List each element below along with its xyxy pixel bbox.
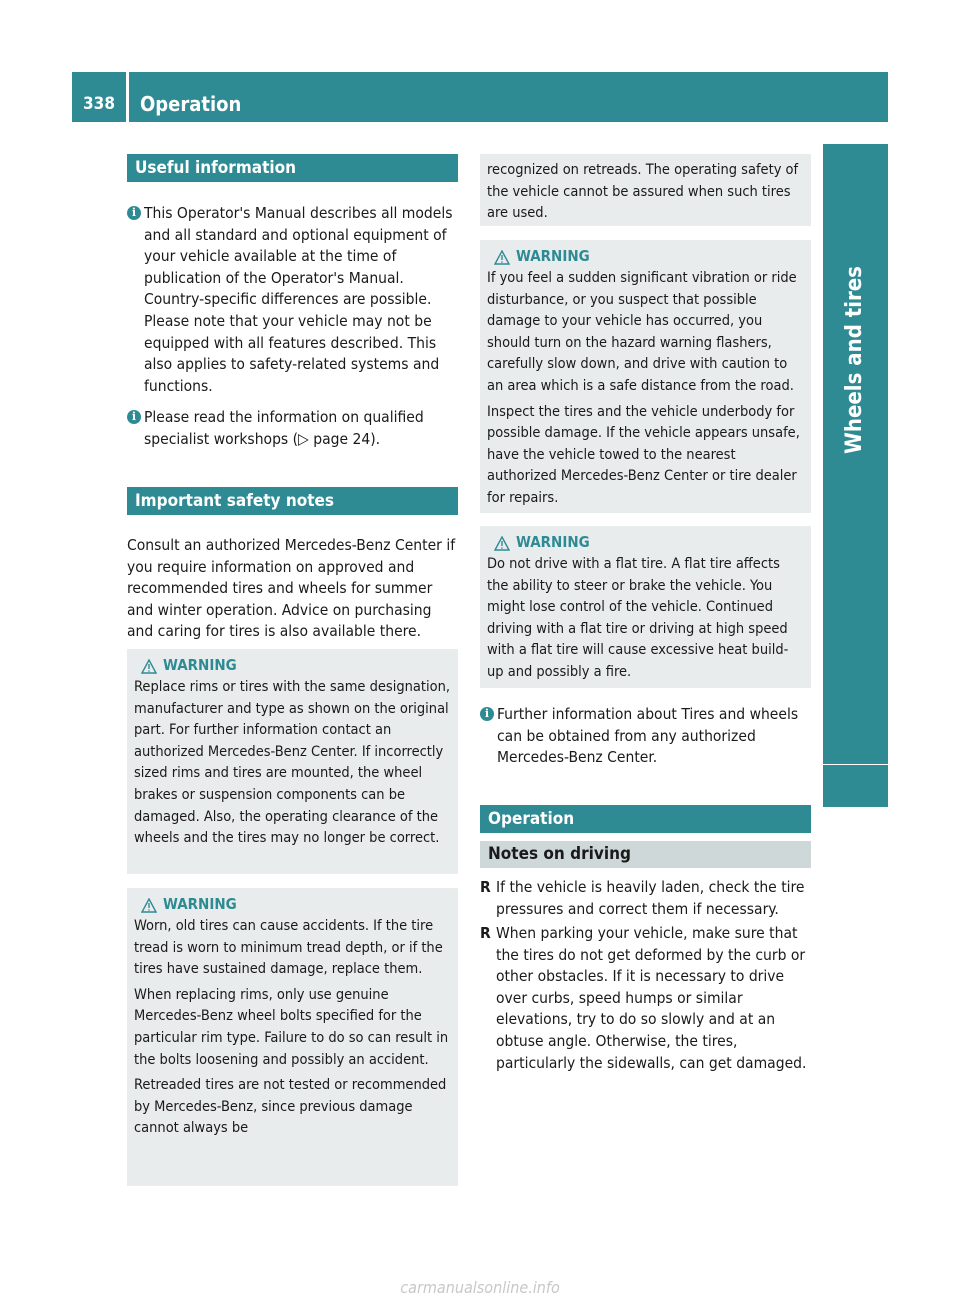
header-divider (126, 72, 129, 122)
subsection-notes-on-driving: Notes on driving (480, 841, 811, 868)
list-item-text: If the vehicle is heavily laden, check the tire pressures and correct them if necessary. (496, 878, 805, 918)
warning-triangle-icon (141, 898, 157, 913)
warning-text: Replace rims or tires with the same designation, manufacturer and type as shown on the original part. For further information contact an authorized Mercedes-Benz Center. If incorrectly sized rims and tires are mounted, the wheel brakes or suspension components can be damaged. Also, the operating clearance of the wheels and the tires may no longer be correct. (134, 679, 450, 847)
info-note-text[interactable]: Please read the information on qualified specialist workshops (▷ page 24). (144, 408, 424, 448)
warning-label: WARNING (163, 895, 237, 914)
list-item-text: When parking your vehicle, make sure that the tires do not get deformed by the curb or other obstacles. If it is necessary to drive over curbs, speed humps or similar elevations, try to do so slowly and at an obtuse angle. Otherwise, the tires, particularly the sidewalls, can get damaged. (496, 924, 807, 1072)
info-icon: i (480, 707, 494, 721)
warning-text: Inspect the tires and the vehicle underbody for possible damage. If the vehicle appears unsafe, have the vehicle towed to the nearest authorized Mercedes-Benz Center or tire dealer for repairs. (487, 403, 800, 506)
warning-text: Do not drive with a flat tire. A flat tire affects the ability to steer or brake the vehicle. You might lose control of the vehicle. Continued driving with a flat tire or driving at high speed with a flat tire will cause excessive heat build-up and possibly a fire. (487, 556, 789, 680)
info-note (127, 203, 461, 397)
info-note (480, 704, 812, 769)
footer-watermark: carmanualsonline.info (400, 1278, 560, 1297)
warning-header (487, 532, 804, 554)
warning-box (480, 526, 811, 688)
warning-text: recognized on retreads. The operating safety of the vehicle cannot be assured when such tires are used. (487, 162, 799, 222)
warning-label: WARNING (163, 656, 237, 675)
list-item (480, 923, 813, 1074)
section-important-safety-notes: Important safety notes (127, 487, 458, 515)
section-operation: Operation (480, 805, 811, 833)
warning-text: Retreaded tires are not tested or recommended by Mercedes-Benz, since previous damage cannot always be (134, 1077, 447, 1137)
warning-box-continued (480, 154, 811, 226)
warning-text: When replacing rims, only use genuine Mercedes-Benz wheel bolts specified for the particular rim type. Failure to do so can result in the bolts loosening and possibly an accident. (134, 986, 449, 1068)
warning-box (480, 240, 811, 513)
warning-header (487, 246, 804, 268)
page-title: Operation (140, 92, 242, 116)
warning-box (127, 888, 458, 1186)
warning-text: Worn, old tires can cause accidents. If the tire tread is worn to minimum tread depth, or if the tires have sustained damage, replace them. (134, 918, 443, 978)
info-icon: i (127, 410, 141, 424)
info-icon: i (127, 206, 141, 220)
warning-text: If you feel a sudden significant vibration or ride disturbance, or you suspect that possible damage to your vehicle has occurred, you should turn on the hazard warning flashers, carefully slow down, and drive with caution to an area which is a safe distance from the road. (487, 270, 797, 394)
warning-header (134, 894, 451, 916)
warning-label: WARNING (516, 247, 590, 266)
info-note-text: Further information about Tires and wheels can be obtained from any authorized Mercedes-Benz Center. (497, 705, 799, 767)
page-number: 338 (83, 94, 115, 114)
chapter-tab-marker (823, 765, 888, 807)
bullet-icon: R (480, 924, 491, 942)
warning-header (134, 655, 451, 677)
warning-triangle-icon (494, 536, 510, 551)
info-note (127, 407, 461, 450)
warning-triangle-icon (494, 250, 510, 265)
section-useful-information: Useful information (127, 154, 458, 182)
warning-label: WARNING (516, 533, 590, 552)
info-note-text: This Operator's Manual describes all models and all standard and optional equipment of your vehicle available at the time of publication of the Operator's Manual. Country-specific differences are possible. Please note that your vehicle may not be equipped with all features described. This also applies to safety-related systems and functions. (144, 204, 453, 395)
safety-intro: Consult an authorized Mercedes-Benz Center if you require information on approved and recommended tires and wheels for summer and winter operation. Advice on purchasing and caring for tires is also available there. (127, 536, 456, 641)
bullet-icon: R (480, 878, 491, 896)
list-item (480, 877, 813, 920)
warning-triangle-icon (141, 659, 157, 674)
chapter-tab-label: Wheels and tires (842, 266, 867, 454)
warning-box (127, 649, 458, 874)
